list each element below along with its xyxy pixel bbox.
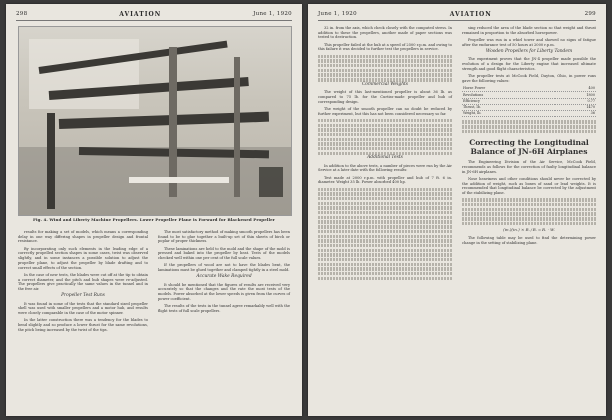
section-heading: Additional Tests [367,155,403,161]
right-page [308,4,606,416]
issue-date: June 1, 1920 [318,11,357,17]
paragraph: 32 in. from the axis, which check closely with the computed stress. In addition to these the propellers, another made of paper sections was tested to destruction. [318,26,452,40]
paragraph: It was found in some of the tests that the standard sized propeller shell was used with smaller propellers and a motor hub, and results were closely comparable in the case of the motor spinner. [18,301,148,315]
section-heading: Propeller Test Runs [61,293,105,299]
article-heading: Correcting the Longitudinal Balance of JN-6H Airplanes [469,138,589,157]
header-rule [16,20,292,21]
formula: (in.)(in.) × R. / R. = R. · W. [503,227,555,233]
paragraph: The Engineering Division of the Air Service, McCook Field, recommends as follows for the correction of faulty longitudinal balance in JN-6H airplanes. [462,160,596,174]
paragraph: Propeller was run in a whirl tower and showed no signs of fatigue after the endurance test of 50 hours at 2000 r.p.m. [462,38,596,47]
left-column-1 [18,230,148,335]
performance-table [462,86,596,117]
right-page-header [318,10,596,18]
issue-date: June 1, 1920 [253,11,292,17]
paragraph: The experiment proves that the JN-4 propeller made possible the evolution of a design for the Liberty engine that increased ultimate strength and good flight characteristics. [462,57,596,71]
table-row: Thrust, lb. 1470 [463,105,595,110]
paragraph: The weight of the smooth propeller can no doubt be reduced by further experiment, but this has not been considered necessary so far. [318,106,452,116]
paragraph: The weight of this last-mentioned propeller is about 36 lb. as compared to 75 lb. for the Curtiss-made propeller and hub of corresponding design. [318,90,452,104]
paragraph: Test made at 2000 r.p.m. with propeller and hub of 7 ft. 6 in. diameter. Weight 35 lb. Power absorbed 400 hp. [318,175,452,185]
right-column-1 [318,26,452,281]
page-number: 298 [16,11,28,17]
paragraph: In addition to the above tests, a number of pieces were run by the Air Service at a later date with the following results: [318,163,452,173]
section-heading: Commercial Weights [361,81,409,87]
section-heading: Accurate Wake Required [196,274,252,280]
table-row: Revolutions 1800 [463,92,595,97]
paragraph: The propeller tests at McCook Field, Dayton, Ohio, in power runs gave the following values: [462,74,596,83]
paragraph: In the latter construction there was a tendency for the blades to bend slightly and so produce a lower thrust for the same revolutions, the pitch being increased by the twist of the tips. [18,318,148,332]
header-rule [318,20,596,21]
paragraph: This propeller failed at the hub at a speed of 2500 r.p.m. and owing to this failure it was decided to further test the propellers in service. [318,42,452,52]
paragraph: By incorporating only such elements in the leading edge of a correctly propelled section shapes in some cases, twist was observed slightly, and in some instances a possible solution to adjust the propeller plane, to adjust the propeller by blade drafting and to correct small effects of the section. [18,246,148,270]
figure-caption: Fig. 4. Wind and Liberty Machine Propellers. Lower Propeller Plane is Forward for Blackened Propeller [33,217,275,222]
left-column-2 [158,230,290,316]
paragraph: The following table may be used to find the determining power change in the setting of stabilizing plane. [462,235,596,245]
journal-title: AVIATION [449,10,492,18]
paragraph: sing reduced the area of the blade section so that weight and thrust remained in proportion to the absorbed horsepower. [462,26,596,35]
paragraph: If the propellers of wood are not to have the blades bent, the laminations must be glued together and clamped tightly in a steel mold. [158,263,290,273]
table-row: Weight, lb. 36 [463,111,595,116]
page-number: 299 [584,11,596,17]
table-row: Horse Power 400 [463,86,595,91]
section-heading: Wooden Propellers for Liberty Tandem [485,49,573,54]
left-page [6,4,302,416]
paragraph: Nose heaviness and other conditions should never be corrected by the addition of weight, such as boxes of sand or lead weights. It is recommended that longitudinal balance be corrected by the adjustment of the stabilizing plane. [462,176,596,196]
table-row: Efficiency 0.77 [463,98,595,103]
right-column-2 [462,26,596,248]
left-page-header [16,10,292,18]
journal-title: AVIATION [119,10,162,18]
paragraph: The results of the tests in the tunnel agree remarkably well with the flight tests of full scale propellers. [158,304,290,313]
paragraph: These laminations are held to the mold and the shape of the mold is pressed and baked into the propeller by heat. Tests of the models checked well within one per cent of the full scale values. [158,246,290,261]
paragraph: It should be mentioned that the figures of results are received very accurately so that the changes and the rate the most tests of the models. Power absorbed at the lower speeds is given from the curves of power coefficient. [158,282,290,301]
paragraph: In the case of new tests, the blades were cut off at the tip to obtain a correct diameter, and the pitch and hub shapes were re-adjusted. The propellers give practically the same values in the tunnel and in the free air. [18,272,148,291]
paragraph: The most satisfactory method of making smooth propellers has been found to be to glue together a built-up set of thin sheets of birch or poplar of proper thickness. [158,230,290,244]
paragraph: results for making a set of models, which means a corresponding delay in one way differing shapes in propeller design and frontal resistance. [18,230,148,244]
propeller-photograph [18,26,292,216]
